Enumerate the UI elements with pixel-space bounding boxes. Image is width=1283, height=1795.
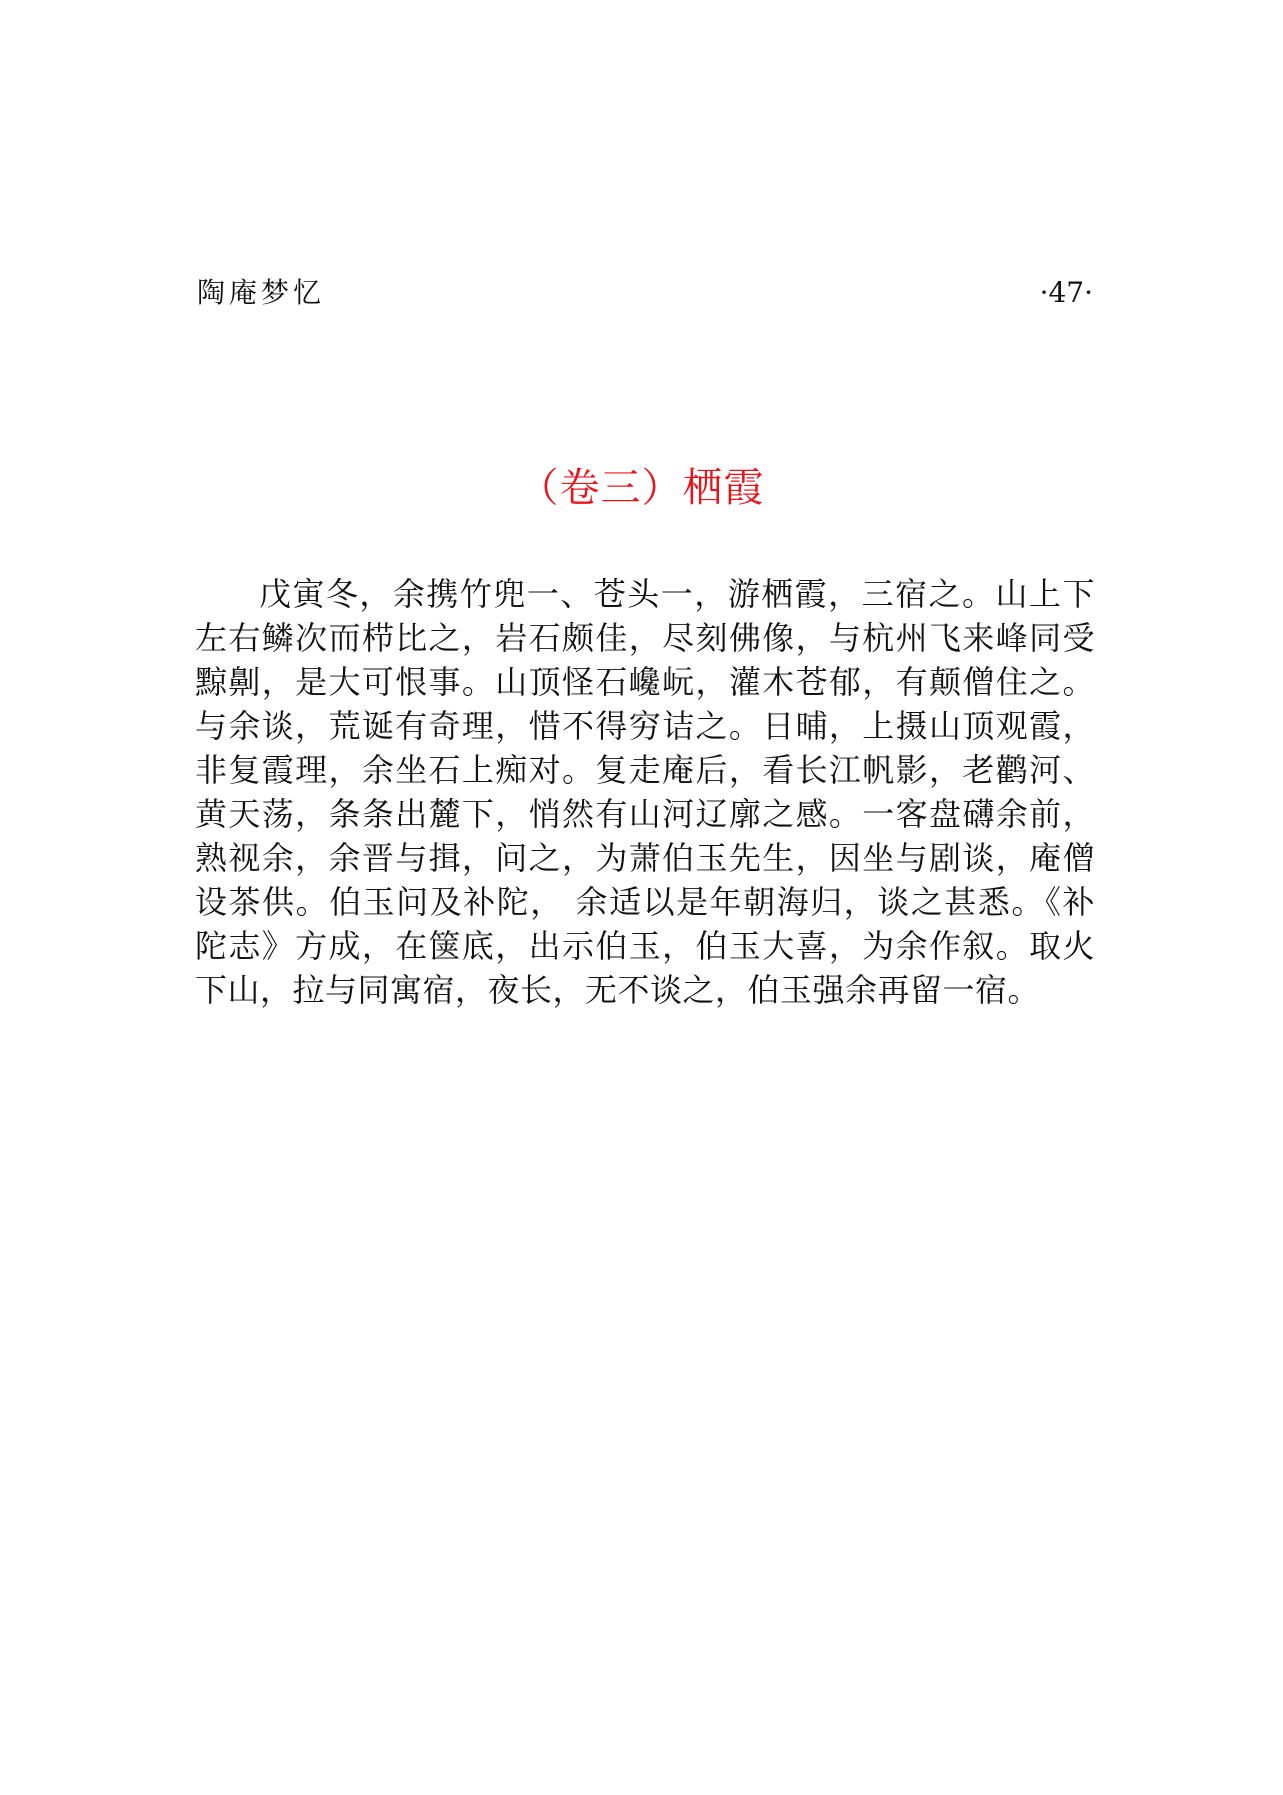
chapter-title: （卷三）栖霞 xyxy=(518,465,765,511)
running-head-book-title: 陶庵梦忆 xyxy=(197,276,326,309)
body-paragraph: 戊寅冬，余携竹兜一、苍头一，游栖霞，三宿之。山上下左右鳞次而栉比之，岩石颇佳，尽刻佛像，与杭州飞来峰同受黥劓，是大可恨事。山顶怪石巉岏，灌木苍郁，有颠僧住之。与余谈，荒诞有奇理，惜不得穷诘之。日晡，上摄山顶观霞，非复霞理，余坐石上痴对。复走庵后，看长江帆影，老鹳河、黄天荡，条条出麓下，悄然有山河辽廓之感。一客盘礴余前，熟视余，余晋与揖，问之，为萧伯玉先生，因坐与剧谈，庵僧设茶供。伯玉问及补陀， 余适以是年朝海归，谈之甚悉。《补陀志》方成，在箧底，出示伯玉，伯玉大喜，为余作叙。取火下山，拉与同寓宿，夜长，无不谈之，伯玉强余再留一宿。 xyxy=(195,575,1095,1009)
page-number: ·47· xyxy=(1039,276,1093,309)
